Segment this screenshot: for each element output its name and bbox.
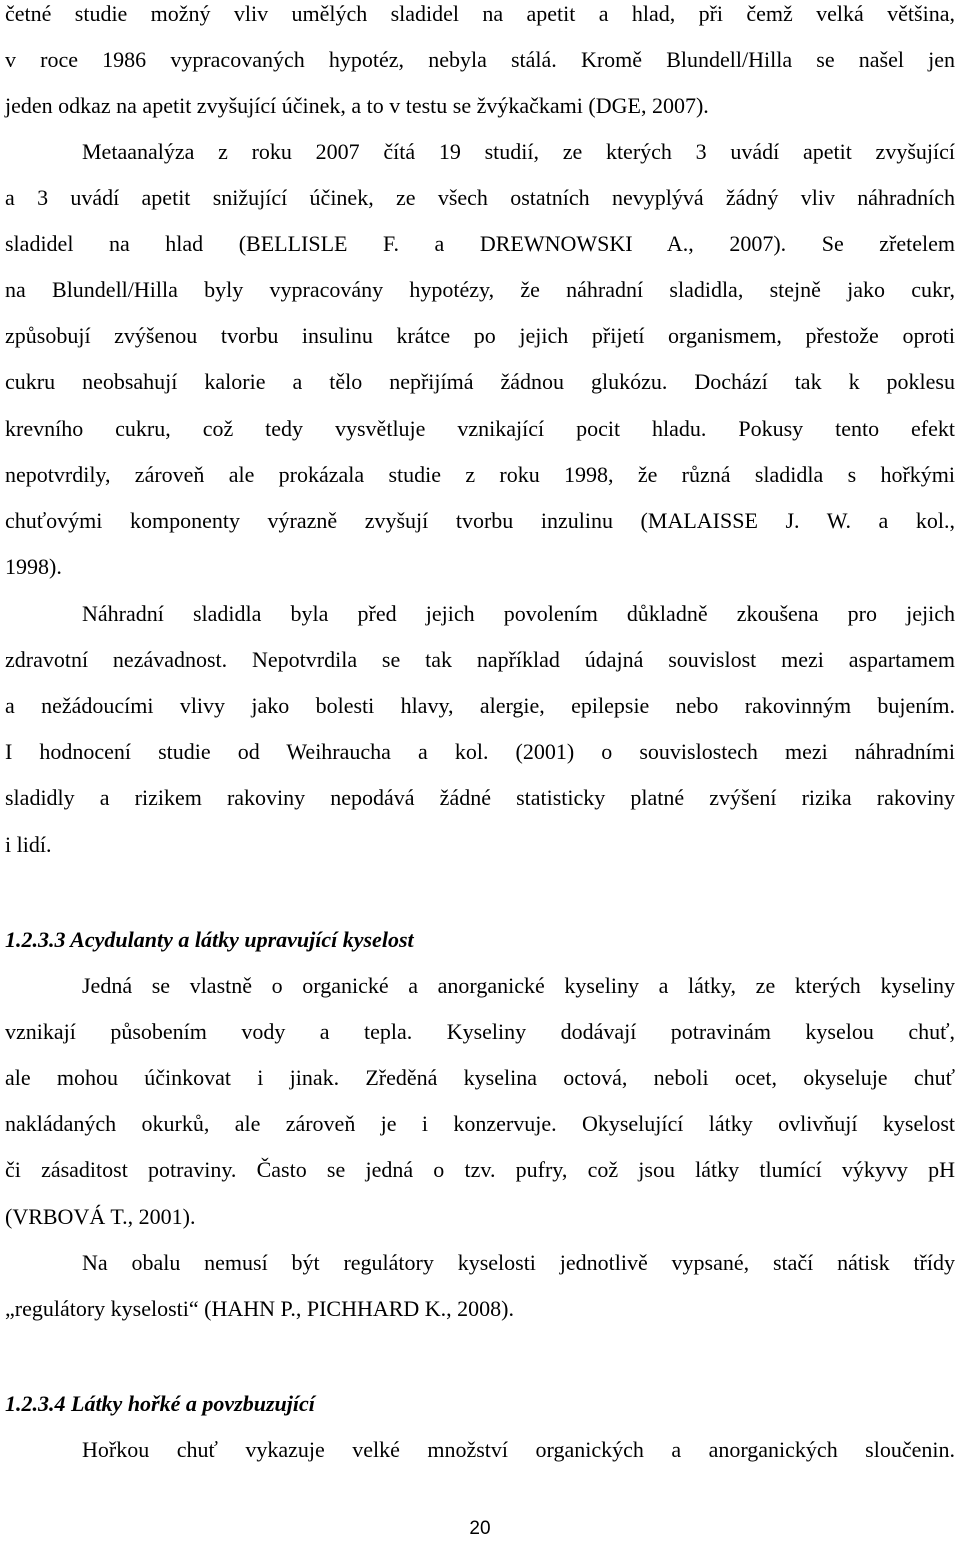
paragraph-line: Náhradní sladidla byla před jejich povolením důkladně zkoušena pro jejich bbox=[82, 601, 955, 626]
paragraph-line: 1998). bbox=[5, 554, 62, 579]
paragraph-line: nakládaných okurků, ale zároveň je i konzervuje. Okyselující látky ovlivňují kyselost bbox=[5, 1111, 955, 1136]
section-heading: 1.2.3.3 Acydulanty a látky upravující kyselost bbox=[5, 927, 414, 952]
paragraph-line: způsobují zvýšenou tvorbu insulinu krátce po jejich přijetí organismem, přestože oproti bbox=[5, 323, 955, 348]
paragraph-line: „regulátory kyselosti“ (HAHN P., PICHHARD K., 2008). bbox=[5, 1296, 515, 1321]
paragraph-line: ale mohou účinkovat i jinak. Zředěná kyselina octová, neboli ocet, okyseluje chuť bbox=[5, 1065, 955, 1090]
paragraph-line: na Blundell/Hilla byly vypracovány hypotézy, že náhradní sladidla, stejně jako cukr, bbox=[5, 277, 955, 302]
paragraph-line: a 3 uvádí apetit snižující účinek, ze všech ostatních nevyplývá žádný vliv náhradních bbox=[5, 185, 955, 210]
paragraph-line: Hořkou chuť vykazuje velké množství organických a anorganických sloučenin. bbox=[82, 1437, 955, 1462]
paragraph-line: vznikají působením vody a tepla. Kyseliny dodávají potravinám kyselou chuť, bbox=[5, 1019, 955, 1044]
paragraph-line: jeden odkaz na apetit zvyšující účinek, a to v testu se žvýkačkami (DGE, 2007). bbox=[5, 93, 709, 118]
paragraph-line: v roce 1986 vypracovaných hypotéz, nebyla stálá. Kromě Blundell/Hilla se našel jen bbox=[5, 47, 955, 72]
paragraph-line: cukru neobsahují kalorie a tělo nepřijímá žádnou glukózu. Dochází tak k poklesu bbox=[5, 369, 955, 394]
paragraph-line: nepotvrdily, zároveň ale prokázala studie z roku 1998, že různá sladidla s hořkými bbox=[5, 462, 955, 487]
paragraph-line: četné studie možný vliv umělých sladidel na apetit a hlad, při čemž velká většina, bbox=[5, 1, 955, 26]
paragraph-line: sladidel na hlad (BELLISLE F. a DREWNOWSKI A., 2007). Se zřetelem bbox=[5, 231, 955, 256]
section-heading: 1.2.3.4 Látky hořké a povzbuzující bbox=[5, 1391, 315, 1416]
paragraph-line: sladidly a rizikem rakoviny nepodává žádné statisticky platné zvýšení rizika rakoviny bbox=[5, 785, 955, 810]
paragraph-line: Metaanalýza z roku 2007 čítá 19 studií, ze kterých 3 uvádí apetit zvyšující bbox=[82, 139, 955, 164]
paragraph-line: chuťovými komponenty výrazně zvyšují tvorbu inzulinu (MALAISSE J. W. a kol., bbox=[5, 508, 955, 533]
page-number: 20 bbox=[469, 1518, 491, 1539]
paragraph-line: Jedná se vlastně o organické a anorganické kyseliny a látky, ze kterých kyseliny bbox=[82, 973, 955, 998]
paragraph-line: či zásaditost potraviny. Často se jedná o tzv. pufry, což jsou látky tlumící výkyvy pH bbox=[5, 1157, 955, 1182]
paragraph-line: krevního cukru, což tedy vysvětluje vznikající pocit hladu. Pokusy tento efekt bbox=[5, 416, 955, 441]
paragraph-line: I hodnocení studie od Weihraucha a kol. (2001) o souvislostech mezi náhradními bbox=[5, 739, 955, 764]
paragraph-line: (VRBOVÁ T., 2001). bbox=[5, 1204, 196, 1229]
paragraph-line: Na obalu nemusí být regulátory kyselosti jednotlivě vypsané, stačí nátisk třídy bbox=[82, 1250, 955, 1275]
paragraph-line: a nežádoucími vlivy jako bolesti hlavy, alergie, epilepsie nebo rakovinným bujením. bbox=[5, 693, 955, 718]
paragraph-line: i lidí. bbox=[5, 832, 52, 857]
paragraph-line: zdravotní nezávadnost. Nepotvrdila se tak například údajná souvislost mezi aspartamem bbox=[5, 647, 955, 672]
